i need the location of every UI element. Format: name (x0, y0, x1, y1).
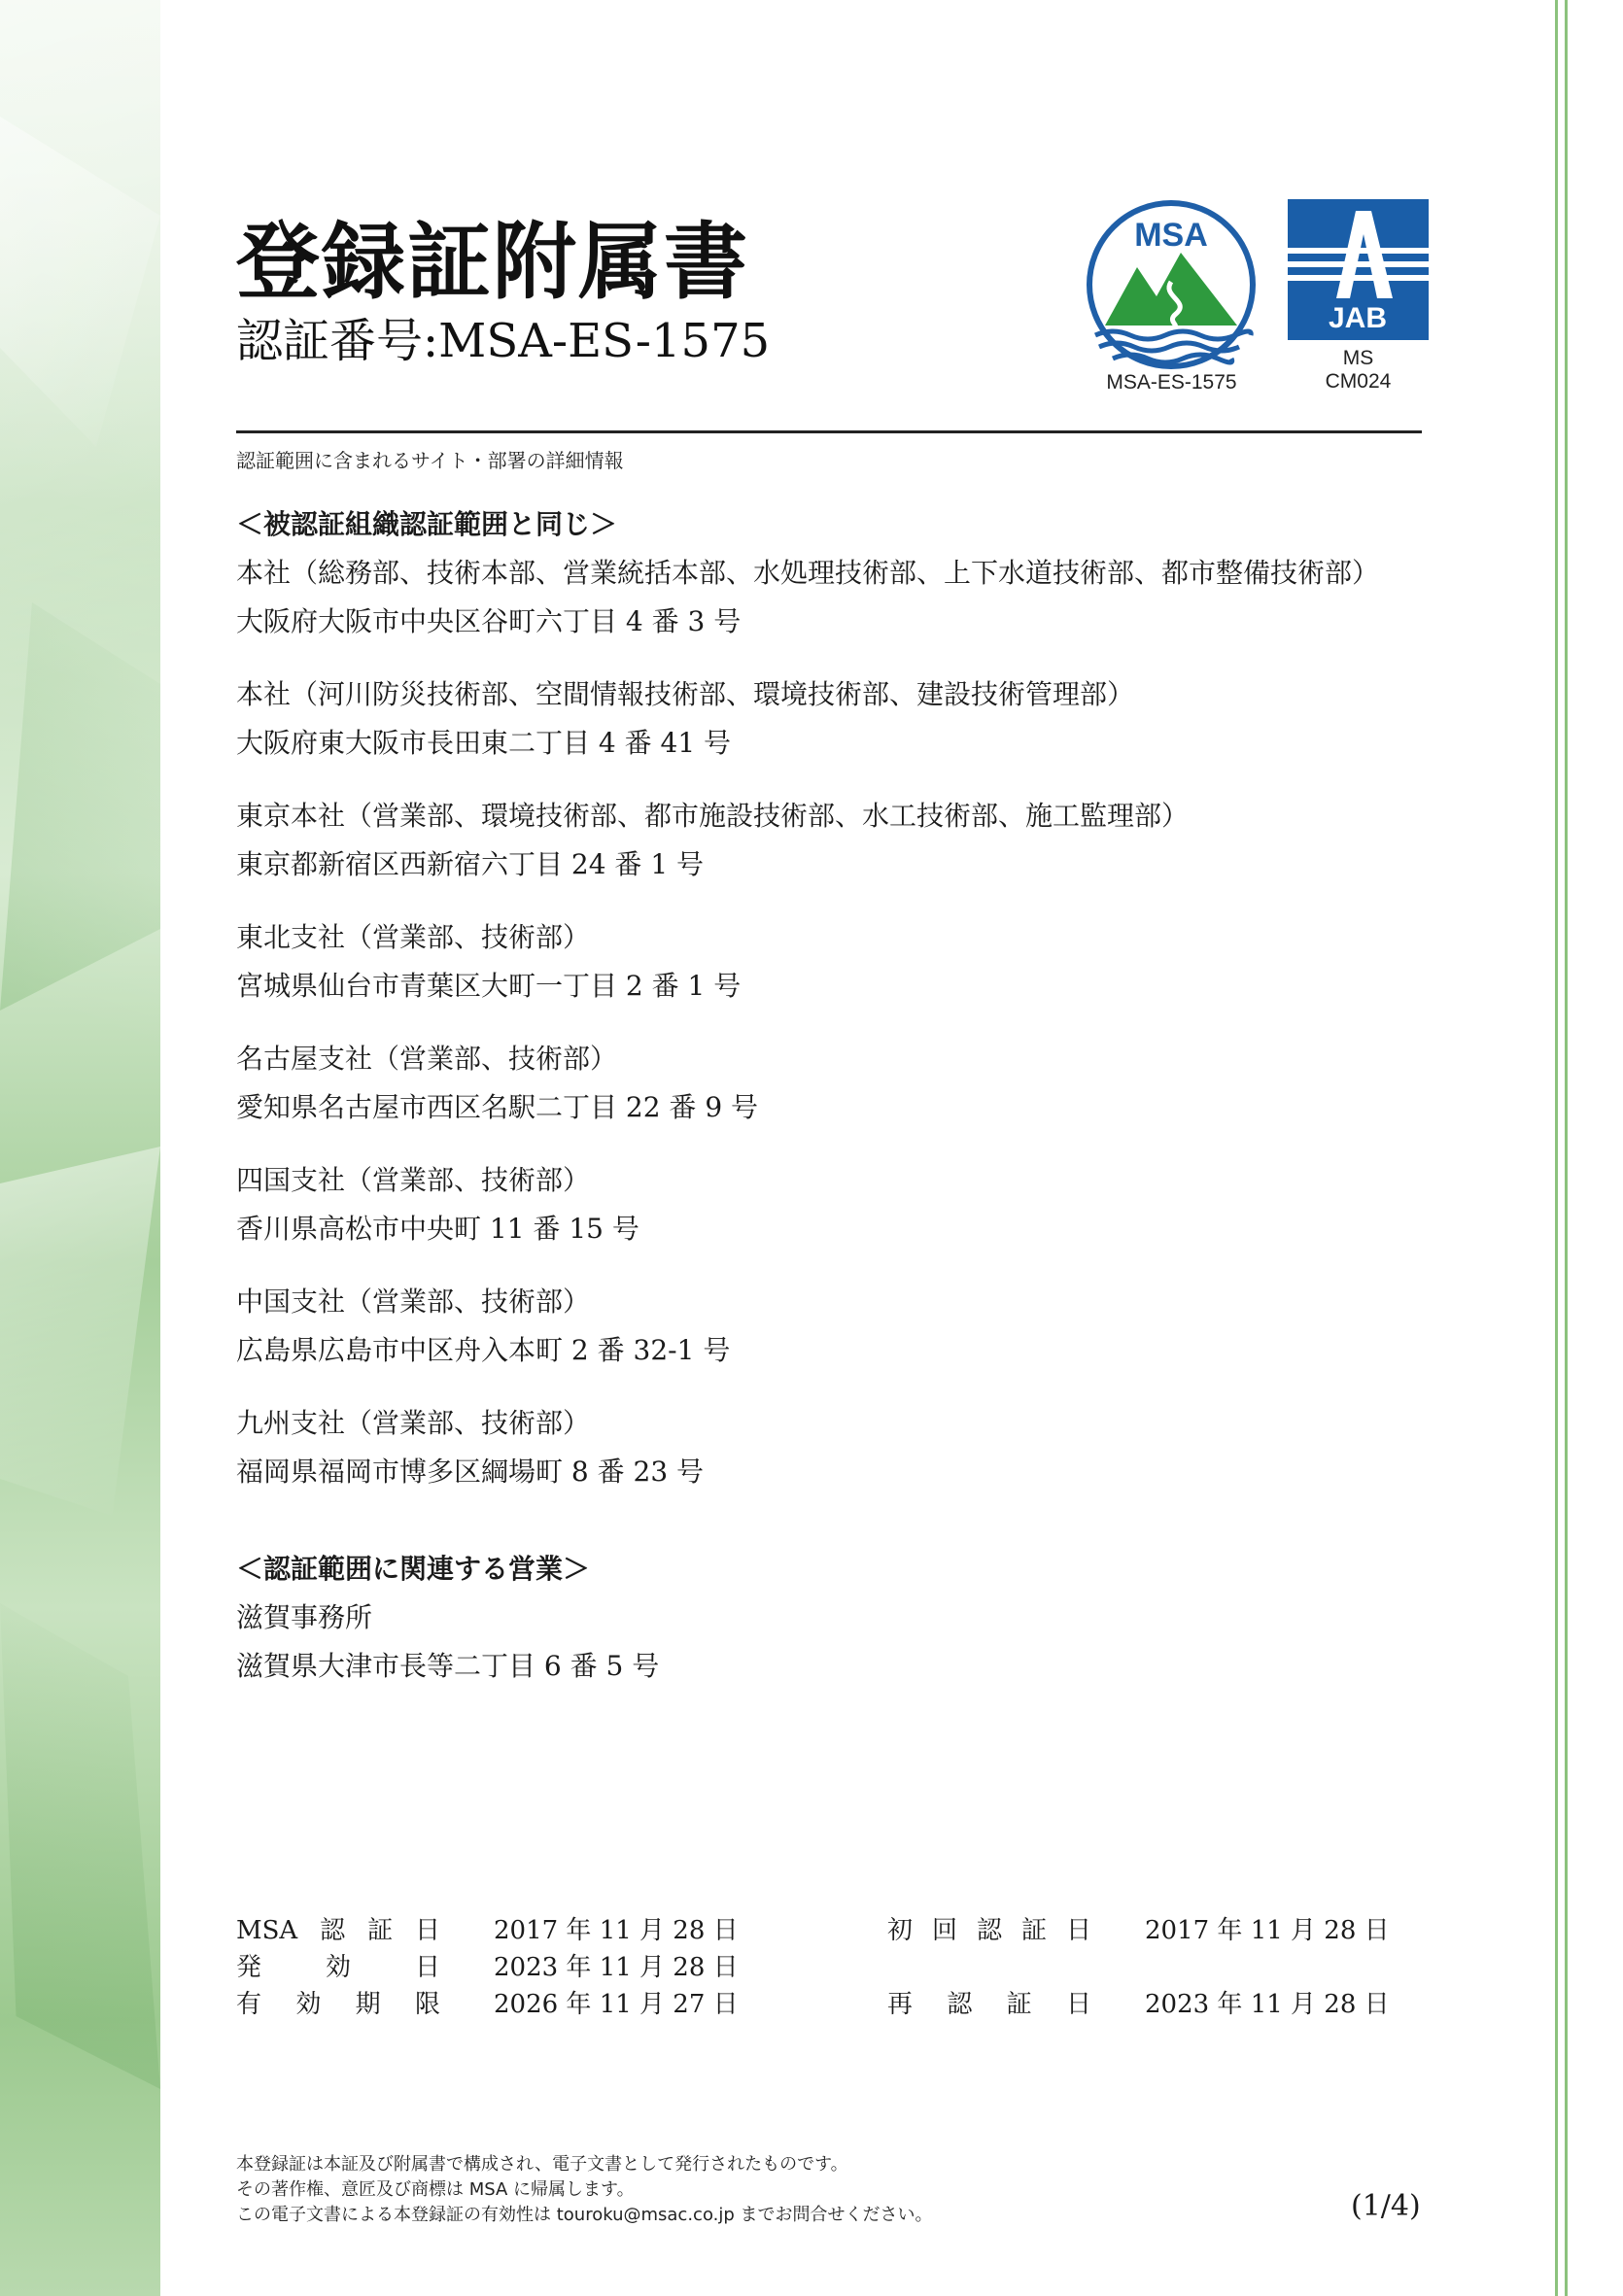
certificate-number: 認証番号:MSA-ES-1575 (236, 314, 771, 368)
date-row (236, 1986, 1432, 2023)
site-address: 東京都新宿区西新宿六丁目 24 番 1 号 (236, 848, 705, 880)
site-address: 大阪府東大阪市長田東二丁目 4 番 41 号 (236, 727, 732, 759)
msa-logo (1084, 199, 1259, 394)
site-name: 四国支社（営業部、技術部） (236, 1164, 591, 1196)
right-border-line (1565, 0, 1568, 2296)
site-name: 本社（河川防災技術部、空間情報技術部、環境技術部、建設技術管理部） (236, 678, 1135, 710)
msa-logo-text: MSA (1134, 217, 1208, 254)
site-address: 広島県広島市中区舟入本町 2 番 32-1 号 (236, 1334, 731, 1366)
jab-caption-line2: CM024 (1325, 370, 1392, 393)
expiry-date-value: 2026 年 11 月 27 日 (494, 1990, 739, 2019)
site-entry (236, 1278, 1432, 1375)
site-name: 中国支社（営業部、技術部） (236, 1285, 591, 1318)
section-heading-same-scope: ＜被認証組織認証範囲と同じ＞ (236, 508, 618, 540)
subtitle: 認証範囲に含まれるサイト・部署の詳細情報 (236, 449, 624, 472)
band-facet (0, 1147, 160, 1516)
site-name: 東京本社（営業部、環境技術部、都市施設技術部、水工技術部、施工監理部） (236, 800, 1190, 832)
expiry-date-label: 有効期限 (236, 1990, 440, 2019)
site-entry (236, 913, 1432, 1011)
sites-section (236, 500, 1432, 1715)
site-entry (236, 792, 1432, 889)
footer-notes (236, 2152, 933, 2228)
site-name: 名古屋支社（営業部、技術部） (236, 1043, 618, 1075)
band-facet (0, 1603, 160, 2089)
site-name: 滋賀事務所 (236, 1601, 373, 1633)
site-address: 愛知県名古屋市西区名駅二丁目 22 番 9 号 (236, 1091, 759, 1123)
site-address: 香川県高松市中央町 11 番 15 号 (236, 1213, 639, 1245)
jab-logo-caption (1288, 347, 1429, 394)
site-entry (236, 1035, 1432, 1132)
initial-cert-date-label: 初回認証日 (887, 1916, 1091, 1945)
effective-date-label: 発効日 (236, 1953, 440, 1982)
band-facet (0, 117, 160, 447)
site-name: 九州支社（営業部、技術部） (236, 1407, 591, 1439)
site-address: 大阪府大阪市中央区谷町六丁目 4 番 3 号 (236, 605, 742, 637)
msa-logo-caption: MSA-ES-1575 (1106, 371, 1237, 394)
page-number: (1/4) (1351, 2189, 1421, 2223)
site-name: 本社（総務部、技術本部、営業統括本部、水処理技術部、上下水道技術部、都市整備技術部） (236, 557, 1380, 589)
footer-line: その著作権、意匠及び商標は MSA に帰属します。 (236, 2179, 635, 2200)
recert-date-value: 2023 年 11 月 28 日 (1145, 1990, 1390, 2019)
site-address: 滋賀県大津市長等二丁目 6 番 5 号 (236, 1650, 660, 1682)
decorative-green-band (0, 0, 160, 2296)
effective-date-value: 2023 年 11 月 28 日 (494, 1953, 739, 1982)
recert-date-label: 再認証日 (887, 1990, 1091, 2019)
msa-cert-date-label: MSA認証日 (236, 1916, 440, 1945)
site-address: 福岡県福岡市博多区綱場町 8 番 23 号 (236, 1456, 705, 1488)
site-entry (236, 1399, 1432, 1496)
msa-cert-date-value: 2017 年 11 月 28 日 (494, 1916, 739, 1945)
footer-line: この電子文書による本登録証の有効性は touroku@msac.co.jp までお問合せください。 (236, 2205, 933, 2225)
document-title: 登録証附属書 (236, 214, 749, 311)
footer-line: 本登録証は本証及び附属書で構成され、電子文書として発行されたものです。 (236, 2154, 848, 2175)
jab-logo-text: JAB (1328, 302, 1388, 334)
site-entry (236, 670, 1432, 768)
date-row (236, 1912, 1432, 1949)
right-border-line (1555, 0, 1558, 2296)
header-rule (236, 430, 1422, 433)
date-row (236, 1949, 1432, 1986)
site-name: 東北支社（営業部、技術部） (236, 921, 591, 953)
jab-caption-line1: MS (1342, 347, 1374, 369)
section-heading-related: ＜認証範囲に関連する営業＞ (236, 1553, 591, 1585)
initial-cert-date-value: 2017 年 11 月 28 日 (1145, 1916, 1390, 1945)
site-address: 宮城県仙台市青葉区大町一丁目 2 番 1 号 (236, 970, 742, 1002)
site-entry (236, 1156, 1432, 1253)
band-facet (0, 602, 160, 1011)
site-entry (236, 549, 1432, 646)
related-site-entry (236, 1593, 1432, 1691)
